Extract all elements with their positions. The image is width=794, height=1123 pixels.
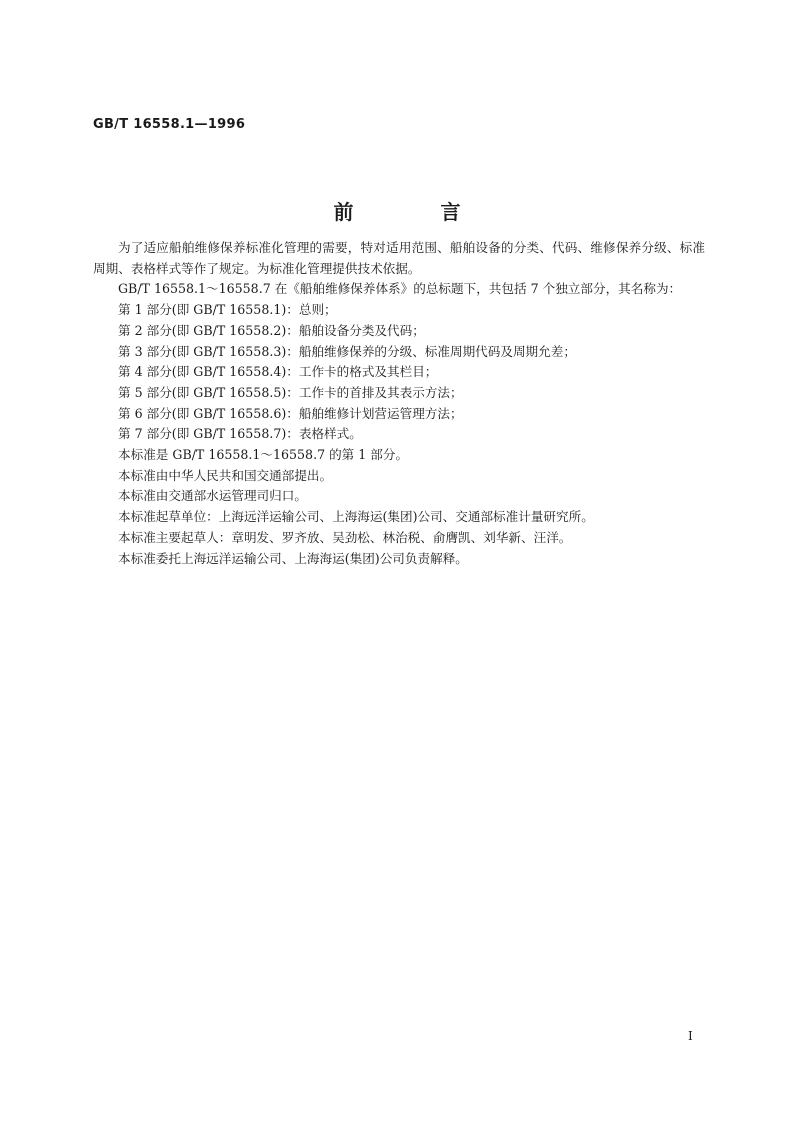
paragraph-administrator: 本标准由交通部水运管理司归口。 (118, 488, 307, 504)
list-item-part-5: 第 5 部分(即 GB/T 16558.5)：工作卡的首排及其表示方法； (118, 384, 463, 400)
paragraph-interpretation: 本标准委托上海远洋运输公司、上海海运(集团)公司负责解释。 (118, 550, 468, 566)
list-item-part-7: 第 7 部分(即 GB/T 16558.7)：表格样式。 (118, 426, 362, 442)
list-item-part-3: 第 3 部分(即 GB/T 16558.3)：船舶维修保养的分级、标准周期代码及周期允差； (118, 343, 576, 359)
list-item-part-1: 第 1 部分(即 GB/T 16558.1)：总则； (118, 302, 337, 318)
paragraph-proposer: 本标准由中华人民共和国交通部提出。 (118, 467, 333, 483)
foreword-body (93, 238, 705, 569)
paragraph-part-statement: 本标准是 GB/T 16558.1～16558.7 的第 1 部分。 (118, 447, 409, 463)
paragraph-purpose: 为了适应船舶维修保养标准化管理的需要，特对适用范围、船舶设备的分类、代码、维修保养分级、标准周期、表格样式等作了规定。为标准化管理提供技术依据。 (93, 240, 705, 276)
list-item-part-2: 第 2 部分(即 GB/T 16558.2)：船舶设备分类及代码； (118, 322, 425, 338)
section-title: 前 言 (333, 200, 501, 224)
standard-code: GB/T 16558.1—1996 (93, 117, 246, 132)
page-number: I (688, 1029, 693, 1043)
list-item-part-6: 第 6 部分(即 GB/T 16558.6)：船舶维修计划营运管理方法； (118, 405, 463, 421)
paragraph-parts-intro: GB/T 16558.1～16558.7 在《船舶维修保养体系》的总标题下，共包括 7 个独立部分，其名称为： (118, 281, 682, 297)
list-item-part-4: 第 4 部分(即 GB/T 16558.4)：工作卡的格式及其栏目； (118, 364, 438, 380)
paragraph-drafting-units: 本标准起草单位：上海远洋运输公司、上海海运(集团)公司、交通部标准计量研究所。 (118, 509, 594, 525)
paragraph-drafters: 本标准主要起草人：章明发、罗齐放、吴劲松、林治税、俞膺凯、刘华新、汪洋。 (118, 529, 572, 545)
